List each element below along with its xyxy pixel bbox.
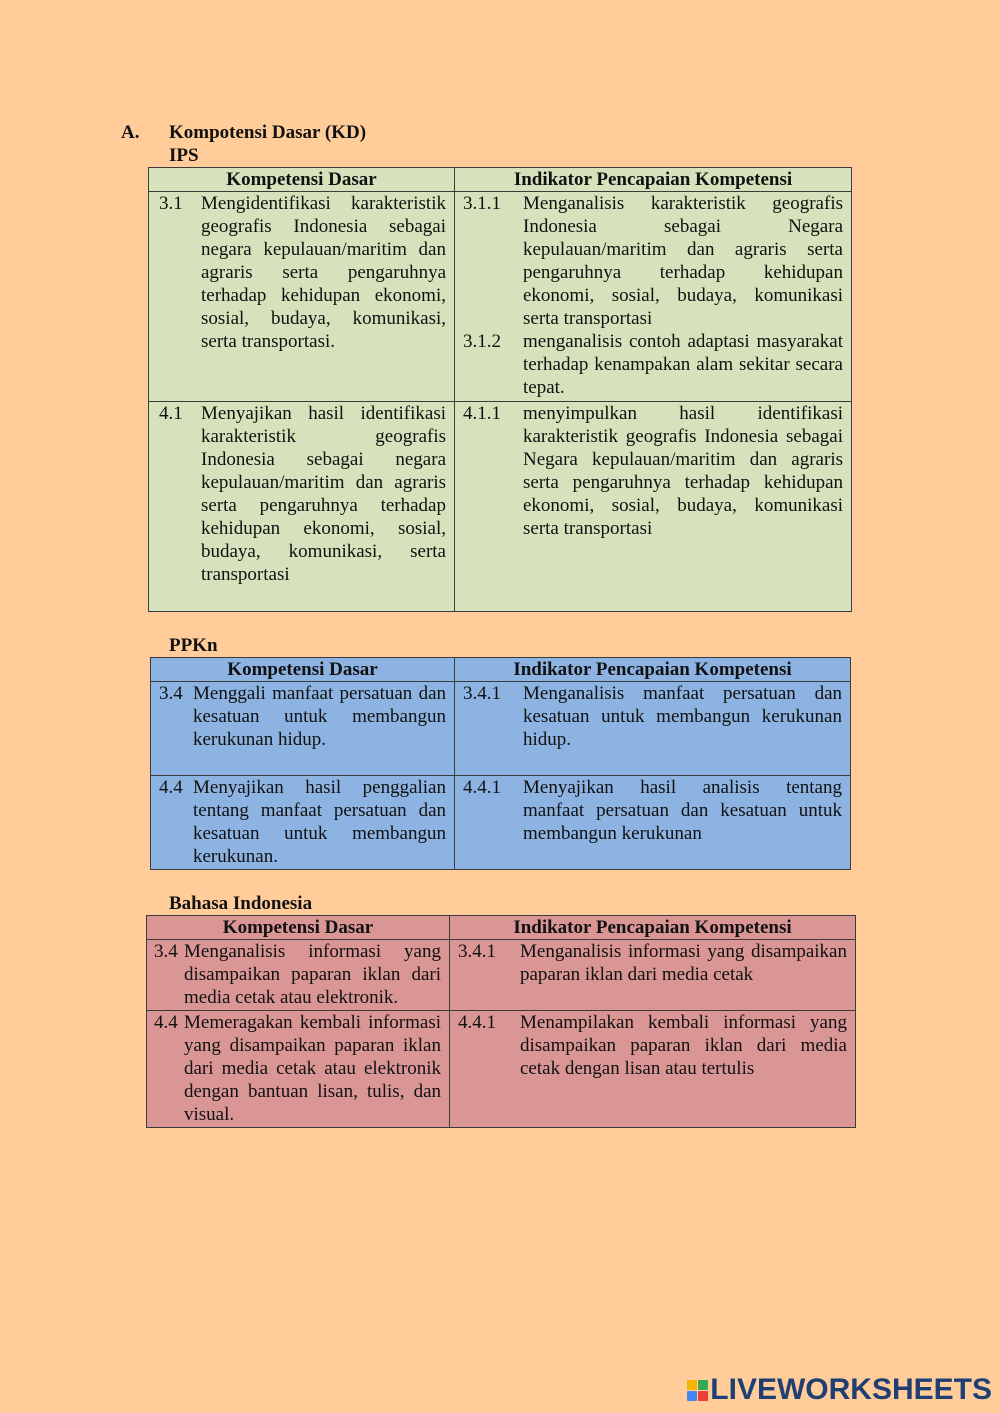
indicator-cell [455, 682, 850, 751]
indicator-text: Menganalisis karakteristik geografis Indonesia sebagai Negara kepulauan/maritim dan agraris serta pengaruhnya terhadap kehidupan ekonomi, sosial, budaya, komunikasi serta transportasi [523, 193, 843, 329]
indicator-cell [455, 402, 851, 540]
kd-text: Menganalisis informasi yang disampaikan paparan iklan dari media cetak atau elektronik. [184, 941, 441, 1008]
header-kd: Kompetensi Dasar [151, 658, 455, 682]
kd-number: 4.4 [159, 777, 183, 798]
kd-number: 3.4 [159, 683, 183, 704]
table-row [149, 402, 852, 612]
indicator-number: 4.1.1 [463, 403, 501, 424]
table-header-row [151, 658, 851, 682]
section-title: Kompotensi Dasar (KD) [169, 122, 367, 143]
indicator-text: Menganalisis manfaat persatuan dan kesatuan untuk membangun kerukunan hidup. [523, 683, 842, 750]
kd-cell [147, 940, 449, 1009]
indicator-number: 3.1.1 [463, 193, 501, 214]
indicator-number: 3.4.1 [458, 941, 496, 962]
kd-cell [151, 776, 454, 868]
liveworksheets-logo[interactable] [687, 1373, 992, 1407]
kd-number: 4.4 [154, 1012, 178, 1033]
header-indikator: Indikator Pencapaian Kompetensi [450, 916, 856, 940]
indicator-text: Menampilakan kembali informasi yang disampaikan paparan iklan dari media cetak dengan lisan atau tertulis [520, 1012, 847, 1079]
ips-table [148, 167, 852, 612]
ppkn-table [150, 657, 851, 870]
indicator-cell [450, 1011, 855, 1080]
section-heading [121, 121, 366, 144]
indicator-text: Menganalisis informasi yang disampaikan paparan iklan dari media cetak [520, 941, 847, 985]
kd-number: 3.1 [159, 193, 183, 214]
header-indikator: Indikator Pencapaian Kompetensi [455, 168, 852, 192]
indicator-number: 3.4.1 [463, 683, 501, 704]
liveworksheets-wordmark: LIVEWORKSHEETS [710, 1373, 992, 1406]
bahasa-indonesia-table [146, 915, 856, 1128]
kd-cell [151, 682, 454, 751]
indicator-number: 4.4.1 [458, 1012, 496, 1033]
subject-ppkn: PPKn [169, 635, 218, 656]
table-row [149, 192, 852, 402]
table-header-row [149, 168, 852, 192]
kd-number: 3.4 [154, 941, 178, 962]
table-row [151, 682, 851, 776]
indicator-cell [455, 776, 850, 845]
indicator-cell [450, 940, 855, 986]
kd-cell [147, 1011, 449, 1126]
header-kd: Kompetensi Dasar [149, 168, 455, 192]
indicator-text: menyimpulkan hasil identifikasi karakteristik geografis Indonesia sebagai Negara kepulauan/maritim dan agraris serta pengaruhnya terhadap kehidupan ekonomi, sosial, budaya, komunikasi serta transportasi [523, 403, 843, 539]
indicator-number: 3.1.2 [463, 331, 501, 352]
kd-cell [149, 192, 454, 353]
indicator-text: Menyajikan hasil analisis tentang manfaat persatuan dan kesatuan untuk membangun kerukunan [523, 777, 842, 844]
indicator-number: 4.4.1 [463, 777, 501, 798]
indicator-cell [455, 192, 851, 399]
kd-text: Mengidentifikasi karakteristik geografis Indonesia sebagai negara kepulauan/maritim dan agraris serta pengaruhnya terhadap kehidupan ekonomi, sosial, budaya, komunikasi, serta transportasi. [201, 193, 446, 352]
kd-number: 4.1 [159, 403, 183, 424]
kd-text: Menyajikan hasil penggalian tentang manfaat persatuan dan kesatuan untuk membangun kerukunan. [193, 777, 446, 867]
kd-text: Memeragakan kembali informasi yang disampaikan paparan iklan dari media cetak atau elektronik dengan bantuan lisan, tulis, dan visual. [184, 1012, 441, 1125]
kd-cell [149, 402, 454, 586]
subject-bahasa-indonesia: Bahasa Indonesia [169, 893, 313, 914]
table-header-row [147, 916, 856, 940]
header-indikator: Indikator Pencapaian Kompetensi [455, 658, 851, 682]
section-letter: A. [121, 122, 140, 143]
header-kd: Kompetensi Dasar [147, 916, 450, 940]
kd-text: Menggali manfaat persatuan dan kesatuan untuk membangun kerukunan hidup. [193, 683, 446, 750]
table-row [147, 940, 856, 1011]
indicator-item [461, 330, 843, 399]
liveworksheets-icon [687, 1380, 708, 1401]
indicator-text: menganalisis contoh adaptasi masyarakat terhadap kenampakan alam sekitar secara tepat. [523, 331, 843, 398]
indicator-item [461, 192, 843, 330]
subject-ips: IPS [169, 145, 199, 166]
kd-text: Menyajikan hasil identifikasi karakteristik geografis Indonesia sebagai negara kepulauan/maritim dan agraris serta pengaruhnya terhadap kehidupan ekonomi, sosial, budaya, komunikasi, serta transportasi [201, 403, 446, 585]
table-row [151, 776, 851, 870]
table-row [147, 1011, 856, 1128]
